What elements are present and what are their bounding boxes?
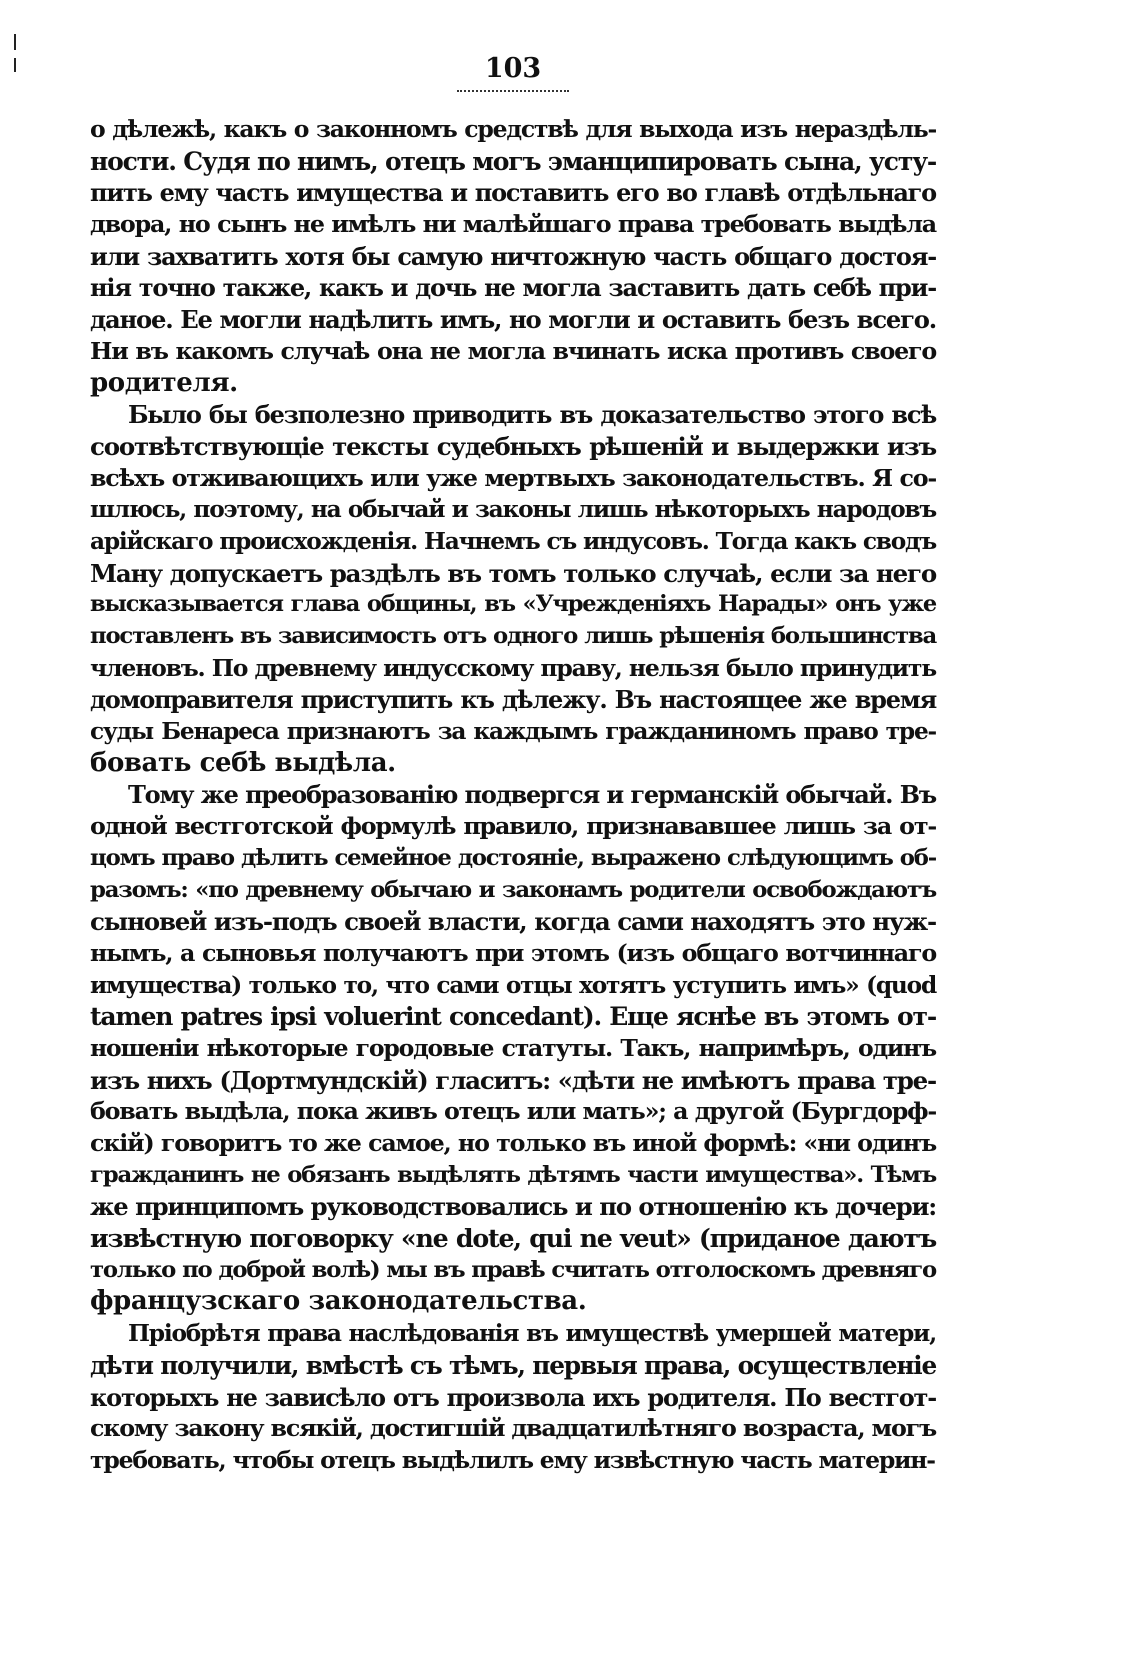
- text-line: членовъ. По древнему индусскому праву, нельзя было принудить: [90, 653, 936, 682]
- text-line: Ману допускаетъ раздѣлъ въ томъ только случаѣ, если за него: [90, 558, 936, 588]
- text-line: высказывается глава общины, въ «Учрежденіяхъ Нарады» онъ уже: [90, 591, 936, 618]
- text-line: гражданинъ не обязанъ выдѣлять дѣтямъ части имущества». Тѣмъ: [90, 1161, 936, 1188]
- text-line: дѣти получили, вмѣстѣ съ тѣмъ, первыя права, осуществленіе: [90, 1350, 936, 1380]
- paragraph: [90, 114, 936, 399]
- text-line: Пріобрѣтя права наслѣдованія въ имуществѣ умершей матери,: [128, 1320, 936, 1348]
- text-line: бовать выдѣла, пока живъ отецъ или мать»; а другой (Бургдорф-: [90, 1097, 936, 1126]
- text-line: домоправителя приступить къ дѣлежу. Въ настоящее же время: [90, 685, 936, 715]
- text-line: бовать себѣ выдѣла.: [90, 747, 396, 778]
- text-line: Было бы безполезно приводить въ доказательство этого всѣ: [128, 400, 936, 430]
- text-line: соотвѣтствующіе тексты судебныхъ рѣшеній и выдержки изъ: [90, 431, 936, 461]
- text-line: всѣхъ отживающихъ или уже мертвыхъ законодательствъ. Я со-: [90, 463, 936, 492]
- text-line: суды Бенареса признаютъ за каждымъ гражданиномъ право тре-: [90, 718, 936, 746]
- text-line: же принципомъ руководствовались и по отношенію къ дочери:: [90, 1192, 936, 1222]
- text-line: даное. Ее могли надѣлить имъ, но могли и оставить безъ всего.: [90, 305, 936, 335]
- text-line: tamen patres ipsi voluerint concedant). Еще яснѣе въ этомъ от-: [90, 1002, 936, 1032]
- text-line: пить ему часть имущества и поставить его во главѣ отдѣльнаго: [90, 178, 936, 208]
- page-number-rule: [457, 90, 569, 92]
- text-line: нымъ, а сыновья получаютъ при этомъ (изъ общаго вотчиннаго: [90, 938, 936, 967]
- text-line: скій) говоритъ то же самое, но только въ иной формѣ: «ни одинъ: [90, 1129, 936, 1157]
- text-line: арійскаго происхожденія. Начнемъ съ индусовъ. Тогда какъ сводъ: [90, 527, 936, 555]
- text-line: требовать, чтобы отецъ выдѣлилъ ему извѣстную часть материн-: [90, 1445, 935, 1474]
- text-line: французскаго законодательства.: [90, 1286, 587, 1317]
- text-line: изъ нихъ (Дортмундскій) гласитъ: «дѣти не имѣютъ права тре-: [90, 1065, 936, 1095]
- text-line: Тому же преобразованію подвергся и германскій обычай. Въ: [128, 780, 936, 810]
- scan-edge-mark: [14, 34, 16, 50]
- text-line: разомъ: «по древнему обычаю и законамъ родители освобождаютъ: [90, 876, 936, 903]
- text-line: одной вестготской формулѣ правило, признававшее лишь за от-: [90, 812, 936, 841]
- text-line: скому закону всякій, достигшій двадцатилѣтняго возраста, могъ: [90, 1414, 936, 1443]
- text-line: только по доброй волѣ) мы въ правѣ считать отголоскомъ древняго: [90, 1256, 936, 1283]
- text-line: извѣстную поговорку «ne dote, qui ne veut» (приданое даютъ: [90, 1223, 936, 1254]
- text-line: сыновей изъ-подъ своей власти, когда сами находятъ это нуж-: [90, 907, 936, 937]
- text-line: шлюсь, поэтому, на обычай и законы лишь нѣкоторыхъ народовъ: [90, 496, 936, 524]
- paragraph: [90, 1318, 936, 1476]
- text-line: о дѣлежѣ, какъ о законномъ средствѣ для выхода изъ нераздѣль-: [90, 115, 936, 143]
- paragraph: [90, 399, 936, 779]
- text-line: Ни въ какомъ случаѣ она не могла вчинать иска противъ своего: [90, 336, 936, 365]
- text-line: родителя.: [90, 367, 238, 398]
- text-line: цомъ право дѣлить семейное достояніе, выражено слѣдующимъ об-: [90, 844, 936, 871]
- paragraph: [90, 779, 936, 1318]
- text-line: которыхъ не зависѣло отъ произвола ихъ родителя. По вестгот-: [90, 1382, 936, 1412]
- text-line: или захватить хотя бы самую ничтожную часть общаго достоя-: [90, 241, 936, 271]
- body-text: [90, 114, 936, 1477]
- text-line: ности. Судя по нимъ, отецъ могъ эманципировать сына, усту-: [90, 146, 937, 176]
- text-line: имущества) только то, что сами отцы хотятъ уступить имъ» (quod: [90, 971, 936, 999]
- text-line: нія точно также, какъ и дочь не могла заставить дать себѣ при-: [90, 273, 936, 303]
- page-number: 103: [484, 53, 542, 84]
- text-line: двора, но сынъ не имѣлъ ни малѣйшаго права требовать выдѣла: [90, 210, 936, 239]
- text-line: ношеніи нѣкоторые городовые статуты. Такъ, напримѣръ, одинъ: [90, 1033, 936, 1062]
- scan-edge-mark: [14, 58, 16, 72]
- book-page: [90, 52, 936, 1477]
- text-line: поставленъ въ зависимость отъ одного лишь рѣшенія большинства: [90, 623, 936, 649]
